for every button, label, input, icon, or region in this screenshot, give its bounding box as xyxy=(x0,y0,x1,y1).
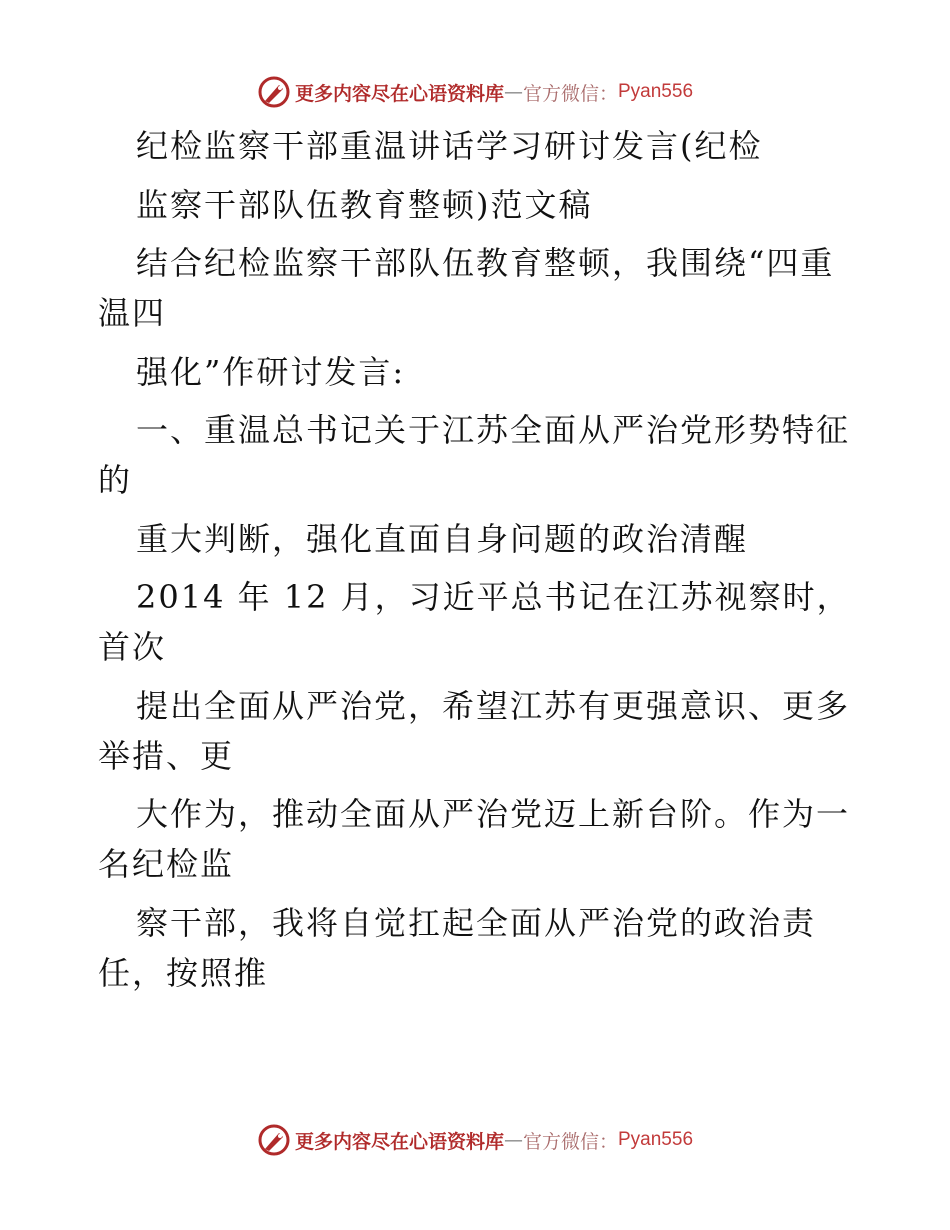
pen-nib-logo-icon xyxy=(257,1123,291,1157)
text-line: 监察干部队伍教育整顿)范文稿 xyxy=(136,185,593,224)
footer-banner xyxy=(0,1120,950,1160)
text-line: 察干部，我将自觉扛起全面从严治党的政治责 xyxy=(136,903,817,942)
text-line: 任，按照推 xyxy=(98,953,269,992)
text-line: 的 xyxy=(98,461,133,499)
banner-separator: — xyxy=(503,1129,523,1151)
banner-wechat-id: Pyan556 xyxy=(618,81,694,102)
banner-wechat-label: 官方微信： xyxy=(522,1130,618,1153)
text-line: 温四 xyxy=(98,294,167,332)
text-line: 大作为，推动全面从严治党迈上新台阶。作为一 xyxy=(136,795,851,833)
text-line: 首次 xyxy=(98,628,167,666)
text-line: 重大判断，强化直面自身问题的政治清醒 xyxy=(136,519,749,558)
text-line: 举措、更 xyxy=(98,736,235,775)
banner-main-text: 更多内容尽在心语资料库 xyxy=(294,1130,504,1153)
text-line: 结合纪检监察干部队伍教育整顿，我围绕“四重 xyxy=(136,244,835,282)
banner-main-text: 更多内容尽在心语资料库 xyxy=(294,82,504,105)
banner-separator: — xyxy=(503,81,523,103)
document-body xyxy=(98,124,858,1009)
text-line: 名纪检监 xyxy=(98,845,235,883)
header-banner xyxy=(0,72,950,112)
pen-nib-logo-icon xyxy=(257,75,291,109)
text-line: 提出全面从严治党，希望江苏有更强意识、更多 xyxy=(136,686,851,725)
text-line: 纪检监察干部重温讲话学习研讨发言(纪检 xyxy=(136,127,763,165)
text-line: 强化”作研讨发言: xyxy=(136,352,406,391)
banner-wechat-label: 官方微信： xyxy=(522,82,618,105)
banner-wechat-id: Pyan556 xyxy=(618,1129,694,1150)
text-line: 一、重温总书记关于江苏全面从严治党形势特征 xyxy=(136,411,851,449)
text-line: 2014 年 12 月，习近平总书记在江苏视察时， xyxy=(136,578,851,616)
